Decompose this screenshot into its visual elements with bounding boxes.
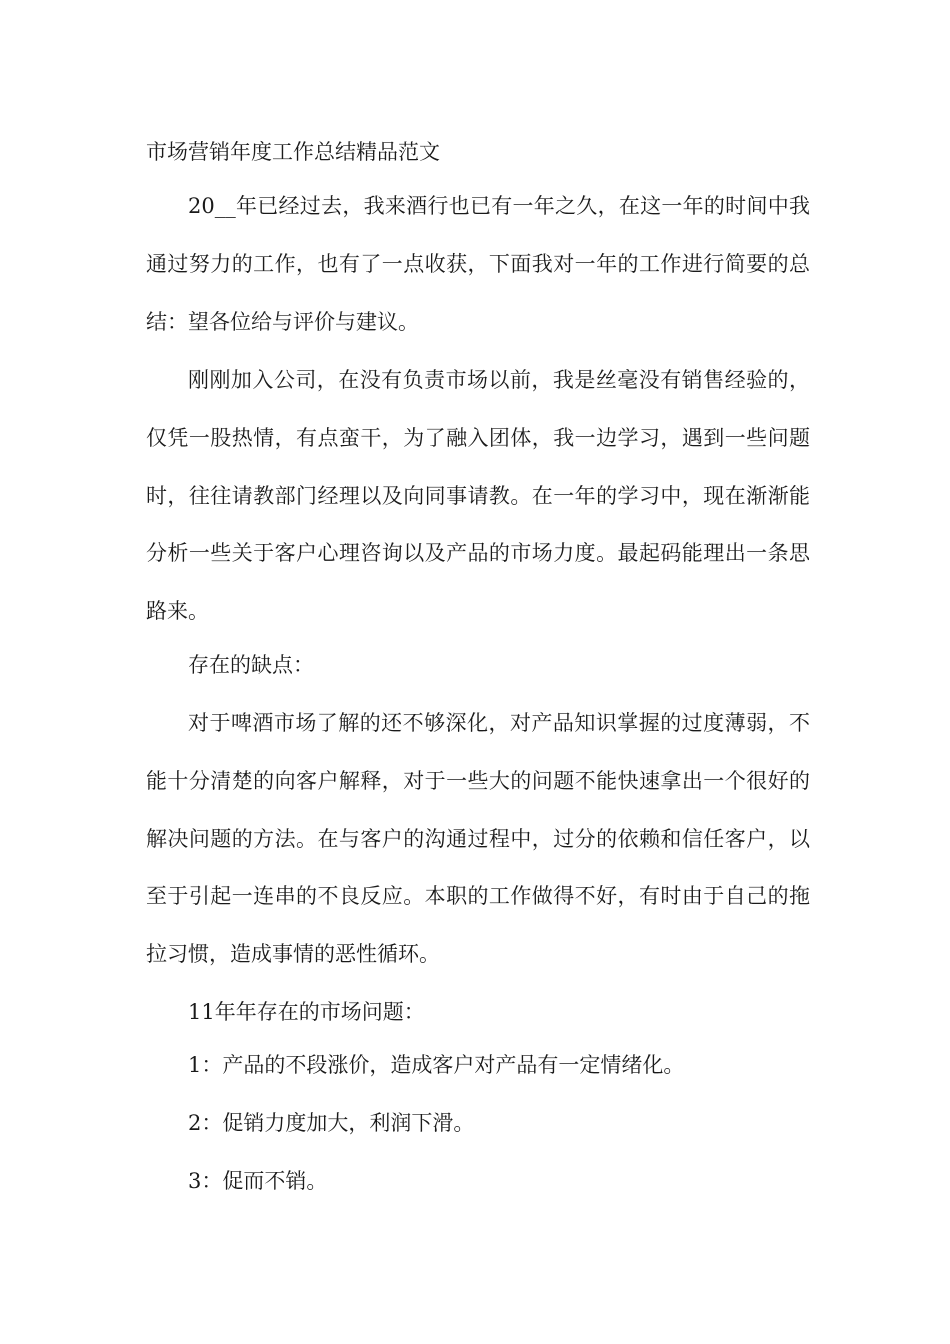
list-item: 2：促销力度加大，利润下滑。 [188,1111,475,1135]
list-item: 1：产品的不段涨价，造成客户对产品有一定情绪化。 [188,1053,685,1077]
paragraph-shortcomings: 对于啤酒市场了解的还不够深化，对产品知识掌握的过度薄弱，不能十分清楚的向客户解释，对于一些大的问题不能快速拿出一个很好的解决问题的方法。在与客户的沟通过程中，过分的依赖和信任客户，以至于引起一连串的不良反应。本职的工作做得不好，有时由于自己的拖拉习惯，造成事情的恶性循环。 [146,711,810,967]
list-item: 3：促而不销。 [188,1169,328,1193]
paragraph-experience: 刚刚加入公司，在没有负责市场以前，我是丝毫没有销售经验的，仅凭一股热情，有点蛮干，为了融入团体，我一边学习，遇到一些问题时，往往请教部门经理以及向同事请教。在一年的学习中，现在渐渐能分析一些关于客户心理咨询以及产品的市场力度。最起码能理出一条思路来。 [146,368,810,624]
document-title: 市场营销年度工作总结精品范文 [146,140,440,164]
paragraph-intro: 20__年已经过去，我来酒行也已有一年之久，在这一年的时间中我通过努力的工作，也有了一点收获，下面我对一年的工作进行简要的总结：望各位给与评价与建议。 [146,194,810,334]
paragraph-shortcomings-heading: 存在的缺点： [188,653,314,677]
section-heading-market-problems: 11年年存在的市场问题： [188,1000,425,1024]
